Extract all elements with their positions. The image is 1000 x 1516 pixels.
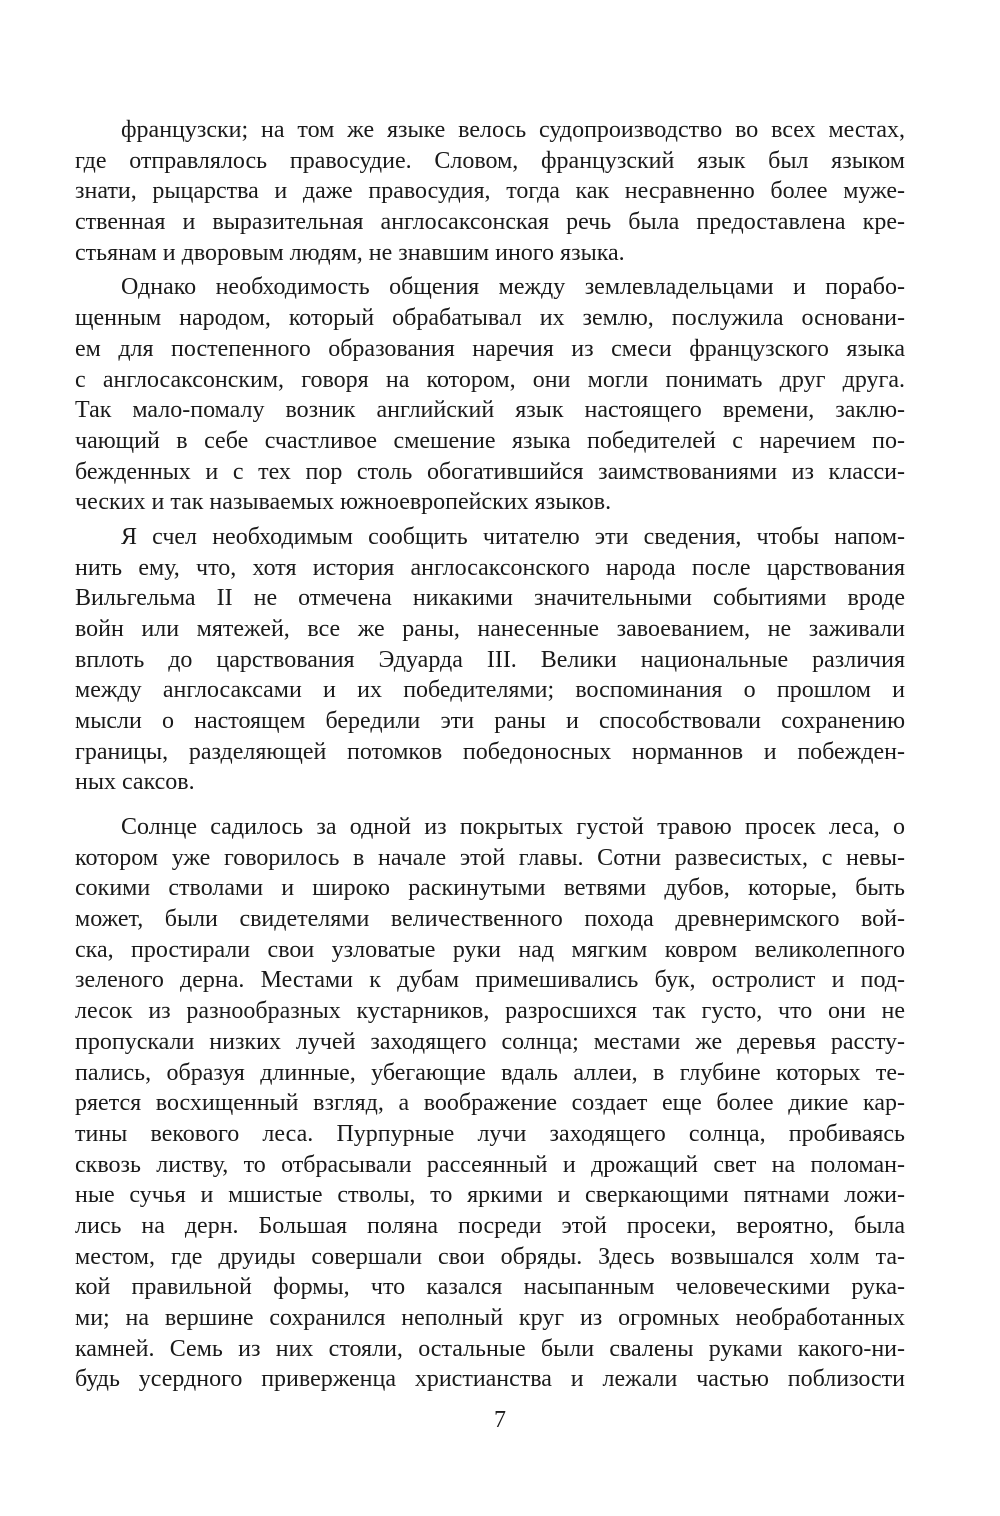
text-line: сокими стволами и широко раскинутыми ветвями дубов, которые, быть	[75, 875, 905, 902]
text-line: ные сучья и мшистые стволы, то яркими и сверкающими пятнами ложи-	[75, 1182, 905, 1209]
page-number: 7	[494, 1407, 506, 1433]
text-line: кой правильной формы, что казался насыпанным человеческими рука-	[75, 1274, 905, 1301]
text-block-prologue	[75, 115, 905, 798]
text-line: бежденных и с тех пор столь обогатившийся заимствованиями из класси-	[75, 458, 905, 485]
text-line: Так мало-помалу возник английский язык настоящего времени, заклю-	[75, 397, 905, 424]
text-line: котором уже говорилось в начале этой главы. Сотни развесистых, с невы-	[75, 844, 905, 871]
text-line: будь усердного приверженца христианства и лежали частью поблизости	[75, 1366, 905, 1393]
text-line: между англосаксами и их победителями; воспоминания о прошлом и	[75, 677, 905, 704]
text-line: ем для постепенного образования наречия из смеси французского языка	[75, 335, 905, 362]
paragraph	[75, 522, 905, 798]
text-line: пались, образуя длинные, убегающие вдаль аллеи, в глубине которых те-	[75, 1059, 905, 1086]
paragraph	[75, 272, 905, 518]
text-line: камней. Семь из них стояли, остальные были свалены руками какого-ни-	[75, 1335, 905, 1362]
text-line: знати, рыцарства и даже правосудия, тогда как несравненно более муже-	[75, 178, 905, 205]
text-line: зеленого дерна. Местами к дубам примешивались бук, остролист и под-	[75, 967, 905, 994]
text-line: пропускали низких лучей заходящего солнца; местами же деревья рассту-	[75, 1028, 905, 1055]
text-line: лесок из разнообразных кустарников, разросшихся так густо, что они не	[75, 998, 905, 1025]
text-line: с англосаксонским, говоря на котором, они могли понимать друг друга.	[75, 366, 905, 393]
text-line: границы, разделяющей потомков победоносных норманнов и побежден-	[75, 738, 905, 765]
text-line: ска, простирали свои узловатые руки над мягким ковром великолепного	[75, 936, 905, 963]
text-line: ми; на вершине сохранился неполный круг из огромных необработанных	[75, 1305, 905, 1331]
paragraph	[75, 812, 905, 1395]
text-line: Я счел необходимым сообщить читателю эти сведения, чтобы напом-	[121, 523, 905, 550]
text-line: Солнце садилось за одной из покрытых густой травою просек леса, о	[121, 814, 905, 840]
text-line: нить ему, что, хотя история англосаксонского народа после царствования	[75, 554, 905, 581]
text-line: ряется восхищенный взгляд, а воображение создает еще более дикие кар-	[75, 1090, 905, 1117]
text-line: сквозь листву, то отбрасывали рассеянный и дрожащий свет на поломан-	[75, 1151, 905, 1178]
text-line: может, были свидетелями величественного похода древнеримского вой-	[75, 906, 905, 933]
text-line: местом, где друиды совершали свои обряды. Здесь возвышался холм та-	[75, 1243, 905, 1270]
text-line: вплоть до царствования Эдуарда III. Велики национальные различия	[75, 646, 905, 673]
text-line: Вильгельма II не отмечена никакими значительными событиями вроде	[75, 585, 905, 612]
text-line: Однако необходимость общения между землевладельцами и порабо-	[121, 274, 905, 301]
text-line: ственная и выразительная англосаксонская речь была предоставлена кре-	[75, 209, 905, 236]
text-line: войн или мятежей, все же раны, нанесенные завоеванием, не заживали	[75, 616, 905, 642]
text-line: мысли о настоящем бередили эти раны и способствовали сохранению	[75, 708, 905, 735]
text-line: чающий в себе счастливое смешение языка победителей с наречием по-	[75, 427, 905, 454]
text-line: тины векового леса. Пурпурные лучи заходящего солнца, пробиваясь	[75, 1120, 905, 1147]
text-line: стьянам и дворовым людям, не знавшим иного языка.	[75, 239, 625, 266]
text-line: ческих и так называемых южноевропейских языков.	[75, 489, 612, 516]
text-line: ных саксов.	[75, 769, 195, 796]
text-line: лись на дерн. Большая поляна посреди этой просеки, вероятно, была	[75, 1212, 905, 1239]
text-line: французски; на том же языке велось судопроизводство во всех местах,	[121, 117, 905, 143]
text-line: где отправлялось правосудие. Словом, французский язык был языком	[75, 147, 905, 174]
text-block-chapter-scene	[75, 812, 905, 1395]
paragraph	[75, 115, 905, 268]
text-line: щенным народом, который обрабатывал их землю, послужила основани-	[75, 305, 905, 332]
